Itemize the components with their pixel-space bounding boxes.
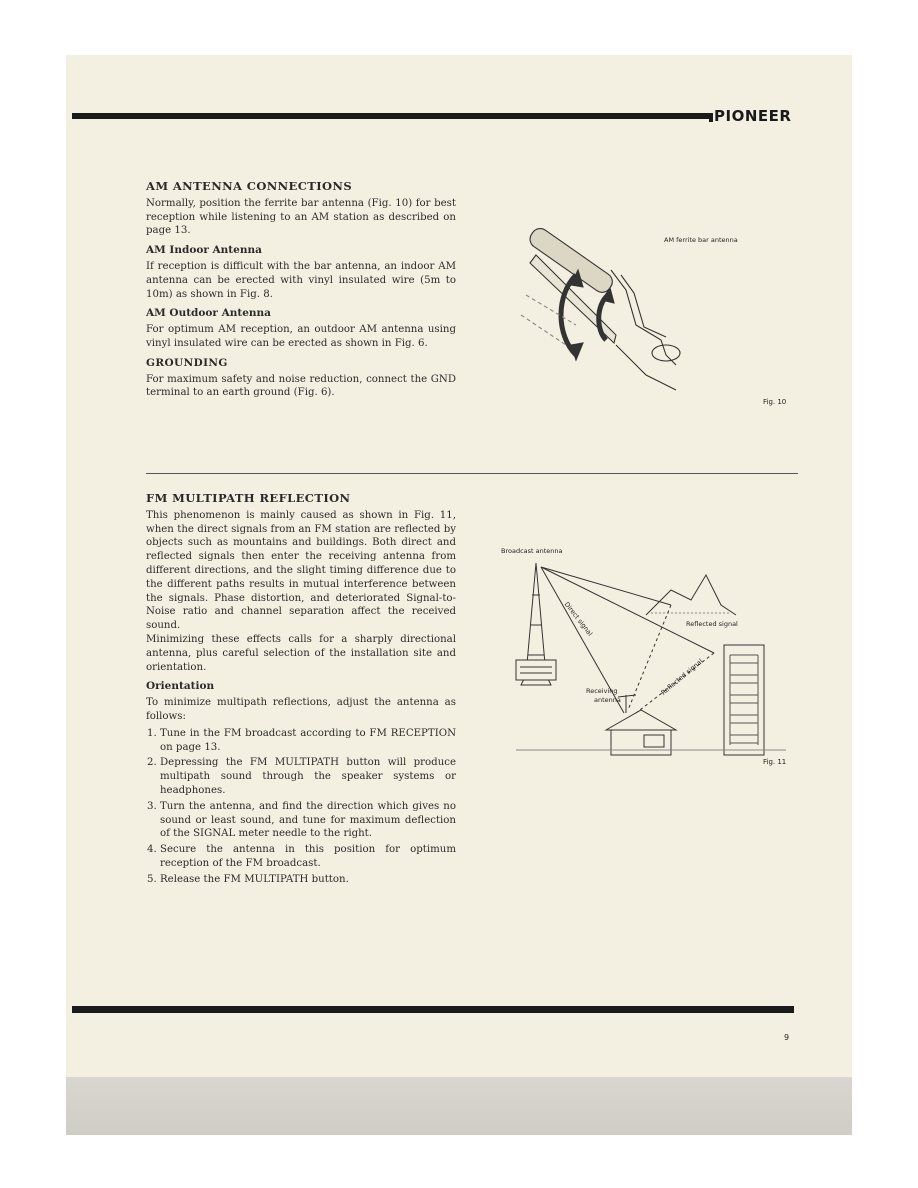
- manual-page: [66, 55, 852, 1135]
- am-indoor-title: AM Indoor Antenna: [146, 244, 262, 257]
- am-outdoor-title: AM Outdoor Antenna: [146, 307, 271, 320]
- am-section: [146, 180, 456, 400]
- am-indoor-text: If reception is difficult with the bar antenna, an indoor AM antenna can be erected with vinyl insulated wire (5m to 10m) as shown in Fig. 8.: [146, 260, 456, 300]
- grounding-title: GROUNDING: [146, 356, 228, 369]
- broadcast-antenna-label: Broadcast antenna: [501, 547, 563, 555]
- receiving-label-line2: antenna: [594, 696, 621, 704]
- page-number: 9: [784, 1033, 790, 1042]
- fm-section: [146, 492, 456, 889]
- fig10-label: AM ferrite bar antenna: [664, 236, 738, 244]
- brand-logo: PIONEER: [714, 107, 792, 125]
- reflected-signal-label: Reflected signal: [686, 620, 738, 628]
- am-outdoor-text: For optimum AM reception, an outdoor AM antenna using vinyl insulated wire can be erected as shown in Fig. 6.: [146, 324, 456, 349]
- top-rule: [72, 113, 709, 119]
- bottom-rule: [72, 1006, 794, 1013]
- direct-signal-label: Direct signal: [562, 600, 595, 638]
- fm-para1: This phenomenon is mainly caused as shown in Fig. 11, when the direct signals from an FM station are reflected by objects such as mountains and buildings. Both direct and reflected signals then enter the receiving antenna from different directions, and the slight timing difference due to the different paths results in mutual interference between the signals. Phase distortion, and deteriorated Signal-to-Noise ratio and channel separation affect the received sound.: [146, 509, 456, 632]
- fm-title: FM MULTIPATH REFLECTION: [146, 491, 351, 505]
- section-divider: [146, 473, 798, 474]
- fig10-caption: Fig. 10: [763, 398, 787, 406]
- step-item: 5. Release the FM MULTIPATH button.: [160, 873, 456, 887]
- orientation-intro: To minimize multipath reflections, adjust the antenna as follows:: [146, 697, 456, 722]
- fig11-caption: Fig. 11: [763, 758, 787, 766]
- step-item: 4. Secure the antenna in this position for optimum reception of the FM broadcast.: [160, 843, 456, 871]
- step-item: 3. Turn the antenna, and find the direction which gives no sound or least sound, and tune for maximum deflection of the SIGNAL meter needle to the right.: [160, 800, 456, 841]
- am-title: AM ANTENNA CONNECTIONS: [146, 179, 353, 193]
- orientation-title: Orientation: [146, 680, 215, 693]
- logo-mark: [709, 113, 713, 122]
- orientation-steps: [146, 727, 456, 887]
- reflected-signal-label-2: Reflected signal: [659, 657, 705, 697]
- scan-shadow: [66, 1077, 852, 1135]
- step-item: 1. Tune in the FM broadcast according to FM RECEPTION on page 13.: [160, 727, 456, 755]
- fm-para2: Minimizing these effects calls for a sharply directional antenna, plus careful selection of the installation site and orientation.: [146, 633, 456, 673]
- multipath-diagram: [496, 545, 786, 765]
- am-intro: Normally, position the ferrite bar antenna (Fig. 10) for best reception while listening to an AM station as described on page 13.: [146, 197, 456, 237]
- grounding-text: For maximum safety and noise reduction, connect the GND terminal to an earth ground (Fig. 6).: [146, 373, 456, 399]
- step-item: 2. Depressing the FM MULTIPATH button will produce multipath sound through the speaker systems or headphones.: [160, 756, 456, 797]
- receiving-label-line1: Receiving: [586, 687, 618, 695]
